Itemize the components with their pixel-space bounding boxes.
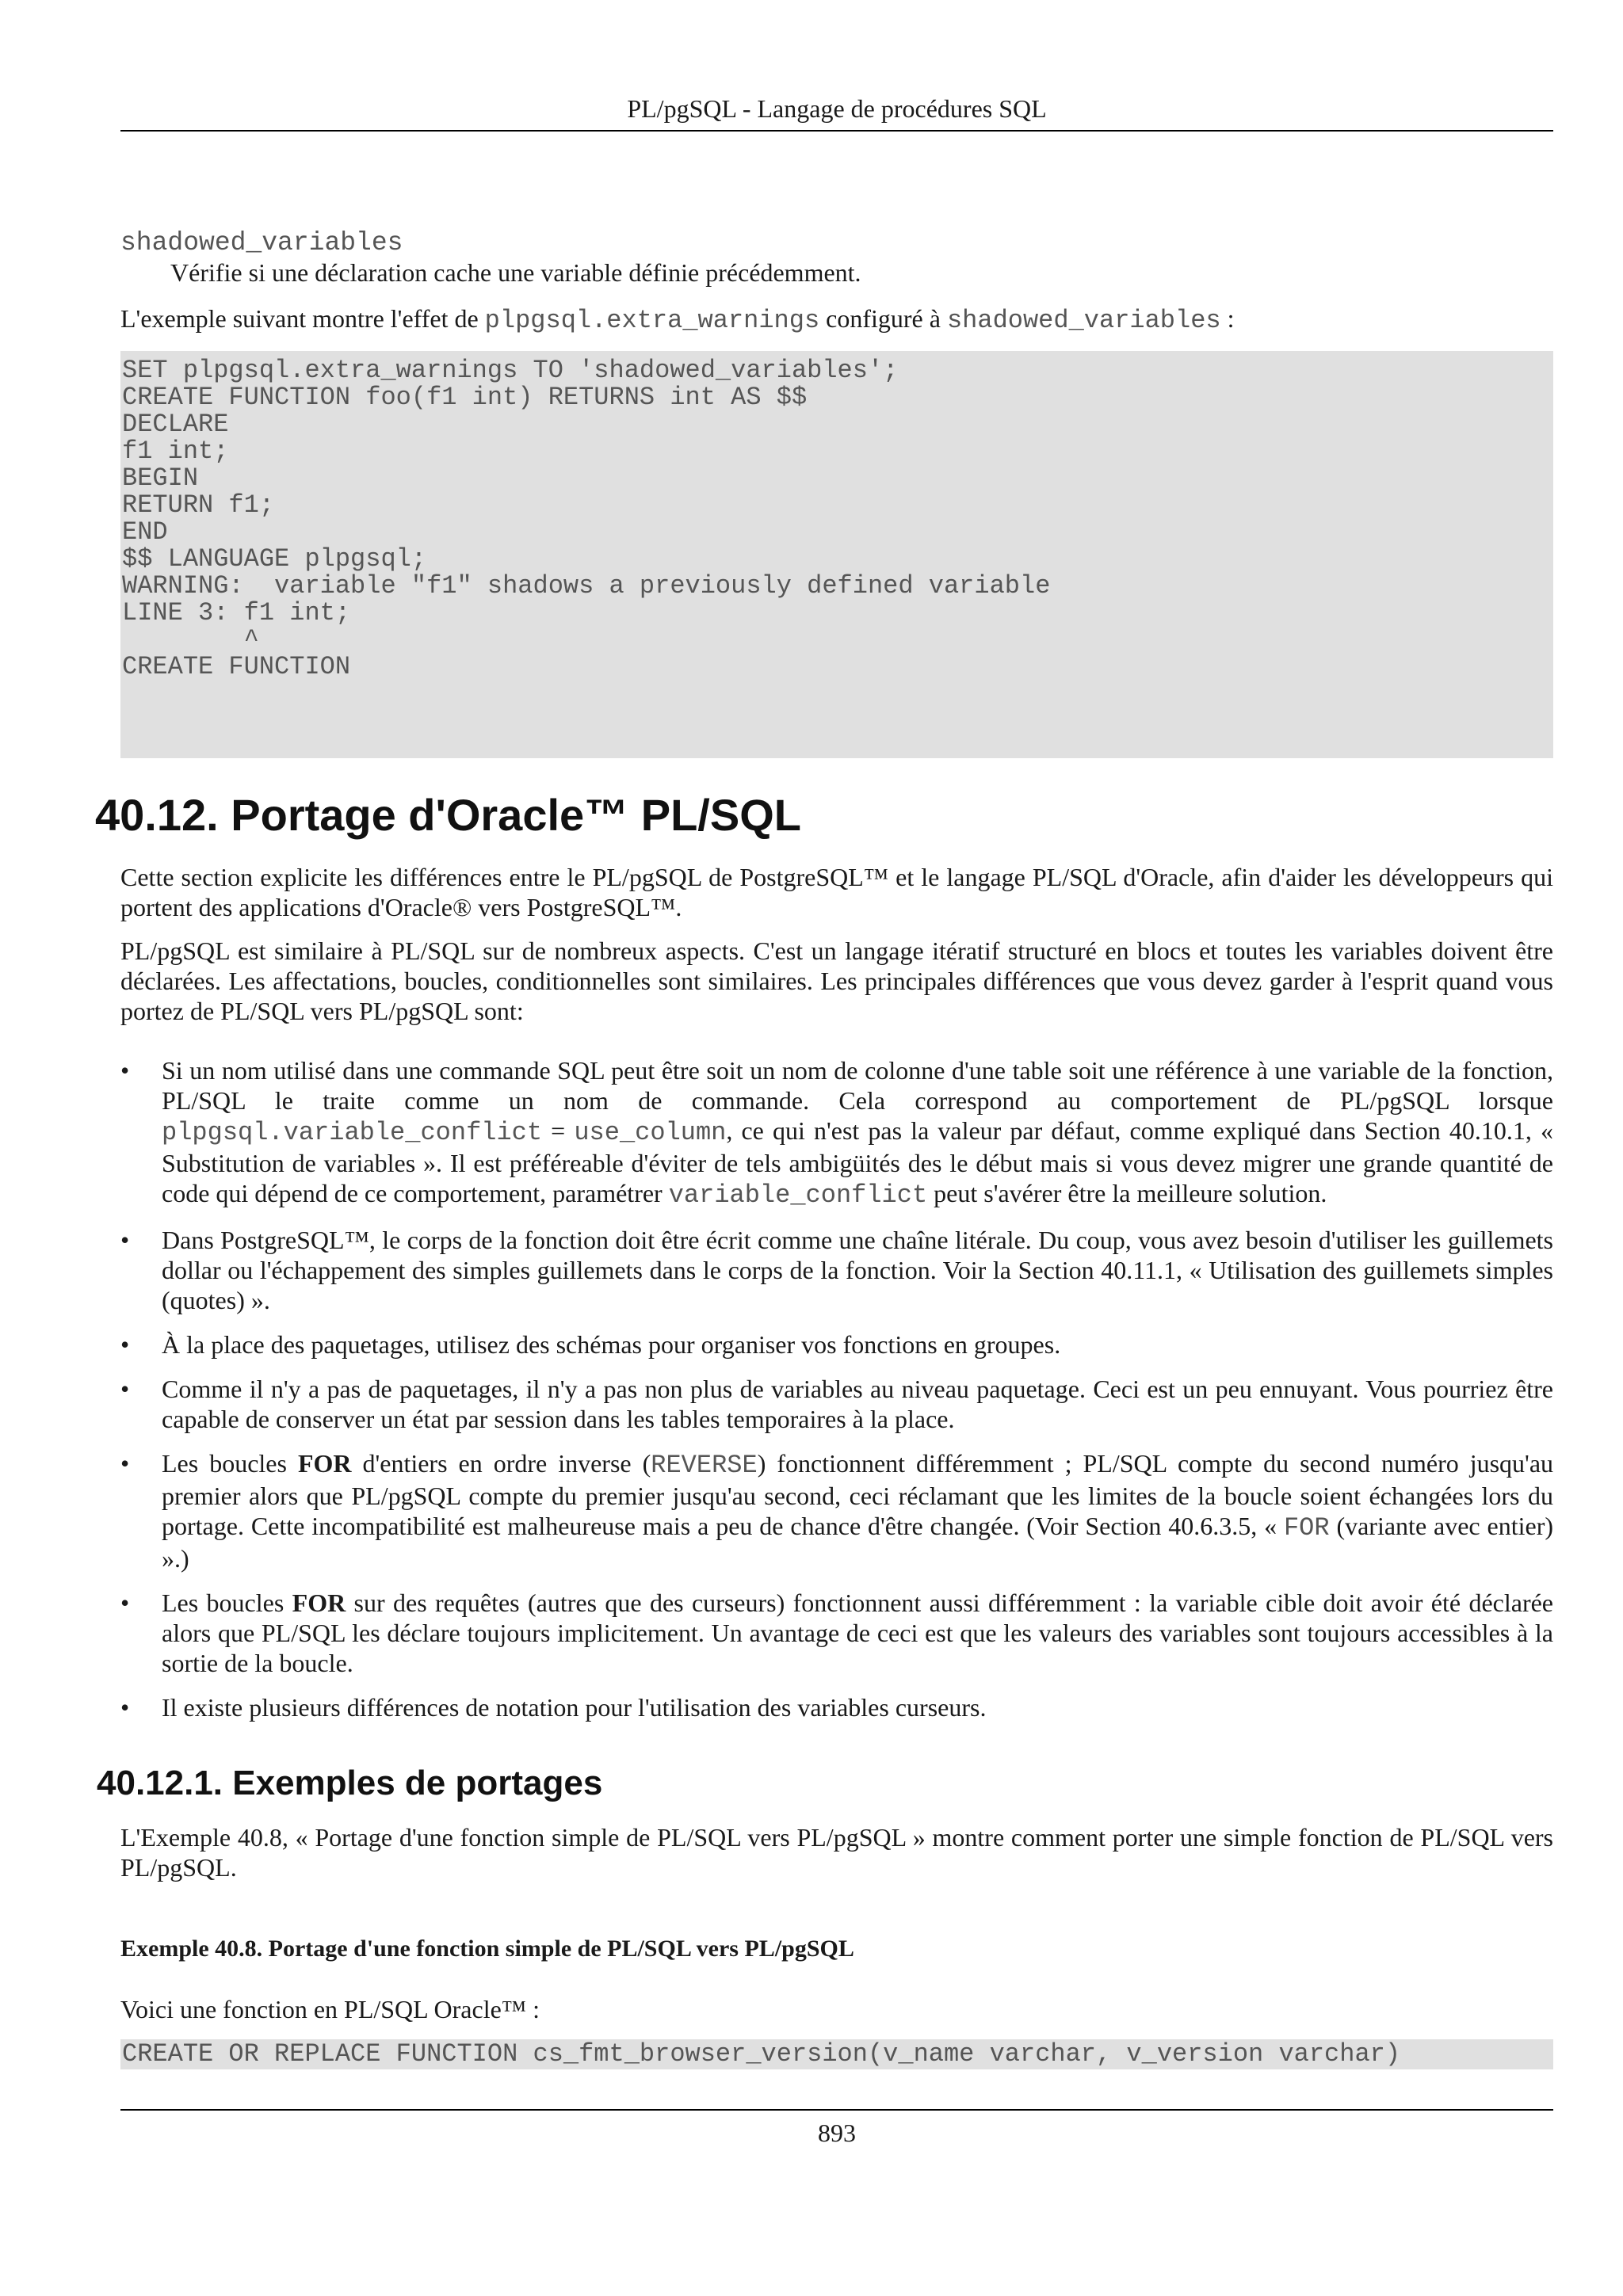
- list-item: [120, 1692, 1553, 1722]
- bullet-marker: •: [120, 1056, 130, 1085]
- intro-code-1: plpgsql.extra_warnings: [484, 306, 820, 335]
- list-item-text: peut s'avérer être la meilleure solution.: [927, 1179, 1327, 1207]
- list-item-text: Les boucles: [162, 1589, 292, 1617]
- code-line: DECLARE: [122, 410, 229, 439]
- subsection-heading: 40.12.1. Exemples de portages: [97, 1764, 603, 1802]
- list-item-text: (variante avec entier) ».): [162, 1512, 1554, 1573]
- section-paragraph-2: PL/pgSQL est similaire à PL/SQL sur de nombreux aspects. C'est un langage itératif structuré en blocs et toutes les variables doivent être déclarées. Les affectations, boucles, conditionnelles sont similaires. Les principales différences que vous devez garder à l'esprit quand vous portez de PL/SQL vers PL/pgSQL sont:: [120, 936, 1553, 1025]
- code-block-2: [120, 2039, 1553, 2069]
- bullet-marker: •: [120, 1589, 130, 1617]
- code-line: SET plpgsql.extra_warnings TO 'shadowed_variables';: [122, 356, 899, 385]
- code-line: CREATE FUNCTION foo(f1 int) RETURNS int AS $$: [122, 383, 808, 412]
- footer-rule: [120, 2109, 1553, 2111]
- section-heading: 40.12. Portage d'Oracle™ PL/SQL: [95, 790, 801, 840]
- code-line: WARNING: variable "f1" shadows a previously defined variable: [122, 571, 1051, 601]
- intro-text-3: :: [1220, 304, 1235, 333]
- inline-code: REVERSE: [651, 1451, 758, 1480]
- inline-code: use_column: [574, 1118, 727, 1147]
- list-item-text: Les boucles: [162, 1449, 298, 1478]
- inline-code: FOR: [1283, 1513, 1330, 1543]
- bold-keyword: FOR: [297, 1449, 352, 1478]
- bold-keyword: FOR: [292, 1589, 346, 1617]
- page-number: 893: [818, 2119, 856, 2147]
- list-item-text: Comme il n'y a pas de paquetages, il n'y a pas non plus de variables au niveau paquetage. Ceci est un peu ennuyant. Vous pourriez être capable de conserver un état par session dans les tables temporaires à la place.: [162, 1375, 1553, 1433]
- list-item-text: , ce qui n'est pas la valeur par défaut, comme expliqué dans Section 40.10.1, « Substitution de variables ». Il est préféreable d'éviter de tels ambigüités des le début mais si vous devez migrer une grande quantité de code qui dépend de ce comportement, paramétrer: [162, 1116, 1554, 1207]
- list-item: [120, 1055, 1553, 1211]
- intro-text-2: configuré à: [819, 304, 947, 333]
- section-paragraph-1: Cette section explicite les différences entre le PL/pgSQL de PostgreSQL™ et le langage PL/SQL d'Oracle, afin d'aider les développeurs qui portent des applications d'Oracle® vers PostgreSQL™.: [120, 863, 1553, 921]
- intro-paragraph: [120, 303, 1553, 336]
- list-item: [120, 1448, 1553, 1573]
- list-item-text: À la place des paquetages, utilisez des schémas pour organiser vos fonctions en groupes.: [162, 1330, 1061, 1359]
- bullet-marker: •: [120, 1375, 130, 1403]
- list-item-text: d'entiers en ordre inverse (: [351, 1449, 651, 1478]
- code-block-1: [120, 351, 1553, 758]
- list-item-text: Dans PostgreSQL™, le corps de la fonction doit être écrit comme une chaîne litérale. Du coup, vous avez besoin d'utiliser les guillemets dollar ou l'échappement des simples guillemets dans le corps de la fonction. Voir la Section 40.11.1, « Utilisation des guillemets simples (quotes) ».: [162, 1226, 1553, 1314]
- intro-code-2: shadowed_variables: [946, 306, 1221, 335]
- list-item: [120, 1374, 1553, 1434]
- code-line: $$ LANGUAGE plpgsql;: [122, 544, 427, 574]
- bullet-marker: •: [120, 1330, 130, 1359]
- code-line: BEGIN: [122, 463, 199, 493]
- term-description: Vérifie si une déclaration cache une variable définie précédemment.: [170, 258, 861, 287]
- bullet-marker: •: [120, 1449, 130, 1478]
- differences-list: [120, 1055, 1553, 1737]
- inline-code: variable_conflict: [668, 1180, 928, 1210]
- code-line: ^: [122, 625, 259, 654]
- term-name: shadowed_variables: [120, 228, 403, 257]
- list-item-text: sur des requêtes (autres que des curseurs) fonctionnent aussi différemment : la variable cible doit avoir été déclarée alors que PL/SQL les déclare toujours implicitement. Un avantage de ceci est que les valeurs des variables sont toujours accessibles à la sortie de la boucle.: [162, 1589, 1554, 1677]
- code-line: END: [122, 517, 168, 547]
- list-item: [120, 1225, 1553, 1315]
- list-item-text: Si un nom utilisé dans une commande SQL peut être soit un nom de colonne d'une table soit une référence à une variable de la fonction, PL/SQL le traite comme un nom de commande. Cela correspond au comportement de PL/pgSQL lorsque: [162, 1056, 1553, 1115]
- inline-code: plpgsql.variable_conflict: [162, 1118, 543, 1147]
- subsection-paragraph: L'Exemple 40.8, « Portage d'une fonction simple de PL/SQL vers PL/pgSQL » montre comment porter une simple fonction de PL/SQL vers PL/pgSQL.: [120, 1823, 1553, 1882]
- list-item: [120, 1588, 1553, 1678]
- list-item-text: =: [542, 1116, 575, 1145]
- code-line: LINE 3: f1 int;: [122, 598, 351, 627]
- list-item: [120, 1329, 1553, 1360]
- example-title: Exemple 40.8. Portage d'une fonction simple de PL/SQL vers PL/pgSQL: [120, 1936, 854, 1962]
- list-item-text: Il existe plusieurs différences de notation pour l'utilisation des variables curseurs.: [162, 1693, 987, 1722]
- code-line: CREATE FUNCTION: [122, 652, 351, 681]
- list-item-text: ) fonctionnent différemment ; PL/SQL compte du second numéro jusqu'au premier alors que PL/pgSQL compte du premier jusqu'au second, ceci réclamant que les limites de la boucle soient échangées lors du portage. Cette incompatibilité est malheureuse mais a peu de chance d'être changée. (Voir Section 40.6.3.5, «: [162, 1449, 1554, 1540]
- code-line: f1 int;: [122, 437, 229, 466]
- code-line: CREATE OR REPLACE FUNCTION cs_fmt_browser_version(v_name varchar, v_version varchar): [122, 2039, 1401, 2069]
- bullet-marker: •: [120, 1693, 130, 1722]
- intro-text-1: L'exemple suivant montre l'effet de: [120, 304, 485, 333]
- running-header: PL/pgSQL - Langage de procédures SQL: [627, 94, 1047, 123]
- header-rule: [120, 130, 1553, 132]
- example-intro: Voici une fonction en PL/SQL Oracle™ :: [120, 1995, 540, 2023]
- code-line: RETURN f1;: [122, 490, 275, 520]
- bullet-marker: •: [120, 1226, 130, 1254]
